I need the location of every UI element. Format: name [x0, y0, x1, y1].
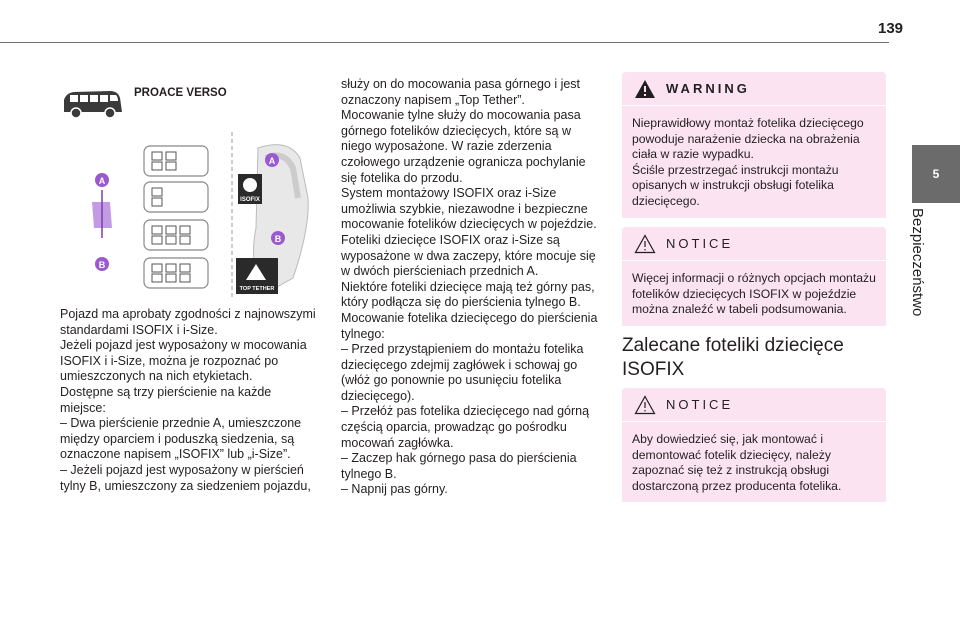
paragraph: Dostępne są trzy pierścienie na każde miejsce:: [60, 384, 272, 415]
paragraph: Mocowanie tylne służy do mocowania pasa górnego fotelików dziecięcych, które są w niego wyposażone. W razie zderzenia czołowego urządzenie ogranicza pochylanie się fotelika do przodu.: [341, 108, 586, 185]
isofix-description: [341, 77, 603, 498]
notice-triangle-icon: [634, 234, 656, 254]
paragraph: Niektóre foteliki dziecięce mają też górny pas, który podłącza się do pierścienia tylnego B.: [341, 279, 595, 310]
van-silhouette-icon: [60, 88, 124, 120]
label-b-right: B: [274, 234, 282, 244]
warning-text: Ściśle przestrzegać instrukcji montażu opisanych w instrukcji obsługi fotelika dziecięcego.: [632, 162, 839, 208]
paragraph: Foteliki dziecięce ISOFIX oraz i-Size są wyposażone w dwa zaczepy, które mocuje się w dwóch pierścieniach przednich A.: [341, 232, 596, 279]
notice-title: NOTICE: [666, 397, 734, 412]
chapter-tab[interactable]: [912, 145, 960, 203]
paragraph: – Dwa pierścienie przednie A, umieszczone między oparciem i poduszką siedzenia, są oznaczone napisem „ISOFIX” lub „i-Size”.: [60, 416, 302, 462]
intro-text: [60, 307, 318, 494]
page-number: 139: [878, 20, 904, 37]
isofix-badge-text: ISOFIX: [240, 197, 260, 203]
paragraph: Mocowanie fotelika dziecięcego do pierścienia tylnego:: [341, 310, 598, 341]
paragraph: służy on do mocowania pasa górnego i jest oznaczony napisem „Top Tether”.: [341, 77, 581, 107]
label-a-left: A: [98, 176, 106, 186]
notice-text: Więcej informacji o różnych opcjach montażu fotelików dziecięcych ISOFIX w pojeździe można znaleźć w tabeli podsumowania.: [632, 271, 876, 317]
notice-box: [622, 388, 886, 492]
header-rule: [0, 42, 889, 43]
model-title: PROACE VERSO: [134, 87, 227, 99]
chapter-label: Bezpieczeństwo: [909, 208, 926, 317]
warning-box: [622, 72, 886, 212]
notice-header: [622, 388, 886, 422]
warning-title: WARNING: [666, 81, 750, 96]
paragraph: Pojazd ma aprobaty zgodności z najnowszymi standardami ISOFIX i i-Size.: [60, 307, 316, 337]
chapter-number: 5: [932, 167, 940, 181]
paragraph: – Zaczep hak górnego pasa do pierścienia tylnego B.: [341, 451, 577, 481]
warning-text: Nieprawidłowy montaż fotelika dziecięcego powoduje narażenie dziecka na obrażenia ciała w razie wypadku.: [632, 116, 864, 162]
paragraph: Jeżeli pojazd jest wyposażony w mocowania ISOFIX i i-Size, można je rozpoznać po umieszczonych na nich etykietach.: [60, 338, 307, 384]
notice-box: [622, 227, 886, 317]
warning-triangle-icon: [634, 79, 656, 99]
paragraph: – Jeżeli pojazd jest wyposażony w pierścień tylny B, umieszczony za siedzeniem pojazdu,: [60, 462, 311, 493]
notice-text: Aby dowiedzieć się, jak montować i demontować fotelik dziecięcy, należy zapoznać się też z instrukcją obsługi dostarczoną przez producenta fotelika.: [632, 432, 842, 493]
section-title: Zalecane foteliki dziecięce ISOFIX: [622, 335, 844, 380]
paragraph: – Napnij pas górny.: [341, 482, 448, 497]
paragraph: – Przed przystąpieniem do montażu fotelika dziecięcego zdejmij zagłówek i schowaj go (włóż go ponownie po usunięciu fotelika dziecięcego).: [341, 342, 584, 403]
notice-header: [622, 227, 886, 261]
isofix-seat-diagram: [88, 128, 318, 300]
warning-header: [622, 72, 886, 106]
paragraph: System montażowy ISOFIX oraz i-Size umożliwia szybkie, niezawodne i bezpieczne mocowanie fotelików dziecięcych w pojeździe.: [341, 186, 597, 232]
label-a-right: A: [268, 156, 276, 166]
paragraph: – Przełóż pas fotelika dziecięcego nad górną częścią oparcia, prowadząc go pośrodku mocowań zagłówka.: [341, 404, 590, 450]
tether-badge-text: TOP TETHER: [239, 286, 275, 292]
notice-triangle-icon: [634, 395, 656, 415]
label-b-left: B: [98, 260, 106, 270]
notice-title: NOTICE: [666, 236, 734, 251]
